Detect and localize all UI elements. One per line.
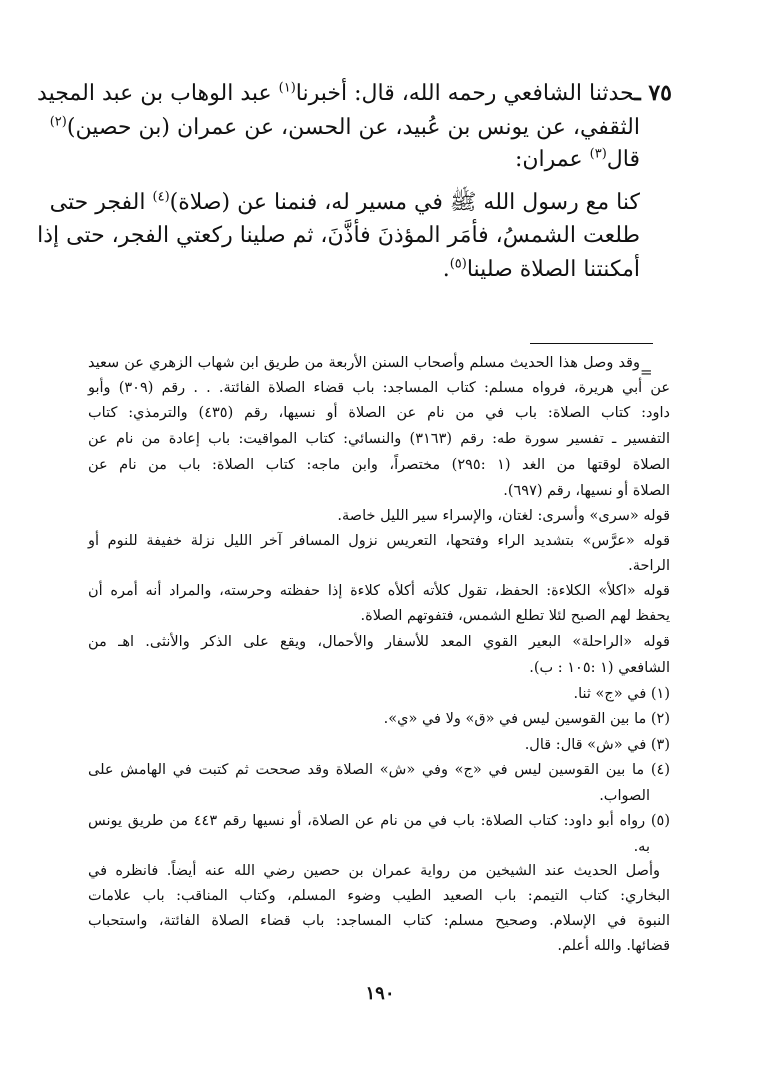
footnote-line: عن أبي هريرة، فرواه مسلم: كتاب المساجد: باب قضاء الصلاة الفائتة. . . رقم (٣٠٩) وأبو bbox=[88, 380, 671, 396]
footnote-line: الصلاة لوقتها من الغد (١ :٢٩٥) مختصراً، وابن ماجه: كتاب الصلاة: باب من نام عن bbox=[88, 457, 670, 473]
continuation-mark: = bbox=[640, 363, 653, 381]
footnote-line: الراحة. bbox=[628, 558, 670, 574]
page-number: ١٩٠ bbox=[365, 983, 395, 1004]
footnote-ref-4: (٤) bbox=[152, 189, 170, 205]
footnote-line: داود: كتاب الصلاة: باب في من نام عن الصلاة أو نسيها، رقم (٤٣٥) والترمذي: كتاب bbox=[88, 405, 670, 421]
hadith-line-3: قال$^{(٣)}$ عمران: bbox=[514, 146, 640, 172]
footnote-ref-5: (٥) bbox=[449, 256, 467, 272]
footnote-1: (١) في «ج» ثنا. bbox=[573, 686, 670, 702]
footnote-line: قوله «عرَّس» بتشديد الراء وفتحها، التعريس نزول المسافر آخر الليل نزلة خفيفة للنوم أو bbox=[88, 533, 670, 549]
footnote-line: النبوة في الإسلام. وصحيح مسلم: كتاب المساجد: باب قضاء الصلاة الفائتة، واستحباب bbox=[88, 913, 670, 929]
footnote-ref-3: (٣) bbox=[589, 146, 607, 162]
hadith-line-4: كنا مع رسول الله ﷺ في مسير له، فنمنا عن (صلاة)$^{(٤)}$ الفجر حتى bbox=[49, 189, 640, 215]
footnote-ref-1: (١) bbox=[278, 80, 296, 96]
hadith-number: ٧٥ ـ bbox=[634, 80, 672, 106]
hadith-line-1: ٧٥ ـحدثنا الشافعي رحمه الله، قال: أخبرنا$^{(١)}$ عبد الوهاب بن عبد المجيد bbox=[37, 80, 672, 106]
hadith-line-2: الثقفي، عن يونس بن عُبيد، عن الحسن، عن عمران (بن حصين)$^{(٢)}$ bbox=[49, 114, 640, 140]
footnote-line: قوله «الراحلة» البعير القوي المعد للأسفار والأحمال، ويقع على الذكر والأنثى. اهـ من bbox=[88, 634, 670, 650]
footnote-line: قوله «سرى» وأسرى: لغتان، والإسراء سير الليل خاصة. bbox=[337, 508, 670, 524]
footnote-line: وأصل الحديث عند الشيخين من رواية عمران بن حصين رضي الله عنه أيضاً. فانظره في bbox=[88, 863, 660, 879]
footnote-5: (٥) رواه أبو داود: كتاب الصلاة: باب في من نام عن الصلاة، أو نسيها رقم ٤٤٣ من طريق يونس bbox=[88, 813, 670, 829]
footnote-line: الصلاة أو نسيها، رقم (٦٩٧). bbox=[503, 483, 670, 499]
footnote-line: قوله «اكلأ» الكلاءة: الحفظ، تقول كلأته أكلأه كلاءة إذا حفظته وحرسته، والمراد أنه أمره أن bbox=[88, 583, 670, 599]
footnote-line: يحفظ لهم الصبح لئلا تطلع الشمس، فتفوتهم الصلاة. bbox=[360, 608, 670, 624]
footnote-line: الشافعي (١ :١٠٥ : ب). bbox=[529, 660, 670, 676]
footnote-separator bbox=[530, 343, 653, 344]
footnote-line: قضائها. والله أعلم. bbox=[557, 938, 670, 954]
hadith-line-6: أمكنتنا الصلاة صلينا$^{(٥)}$. bbox=[442, 256, 640, 282]
hadith-line-5: طلعت الشمسُ، فأمَر المؤذنَ فأذَّنَ، ثم صلينا ركعتي الفجر، حتى إذا bbox=[37, 223, 640, 248]
footnote-4: (٤) ما بين القوسين ليس في «ج» وفي «ش» الصلاة وقد صححت ثم كتبت في الهامش على bbox=[88, 762, 670, 778]
footnote-2: (٢) ما بين القوسين ليس في «ق» ولا في «ي». bbox=[383, 711, 670, 727]
footnote-line: البخاري: كتاب التيمم: باب الصعيد الطيب وضوء المسلم، وكتاب المناقب: باب علامات bbox=[88, 888, 670, 904]
footnote-line: التفسير ـ تفسير سورة طه: رقم (٣١٦٣) والنسائي: كتاب المواقيت: باب إعادة من نام عن bbox=[88, 431, 670, 447]
footnote-ref-2: (٢) bbox=[49, 114, 67, 130]
footnote-line: الصواب. bbox=[599, 788, 650, 804]
footnote-line: به. bbox=[633, 839, 650, 855]
footnote-line: وقد وصل هذا الحديث مسلم وأصحاب السنن الأربعة من طريق ابن شهاب الزهري عن سعيد bbox=[88, 355, 640, 371]
footnote-3: (٣) في «ش» قال: قال. bbox=[524, 737, 670, 753]
